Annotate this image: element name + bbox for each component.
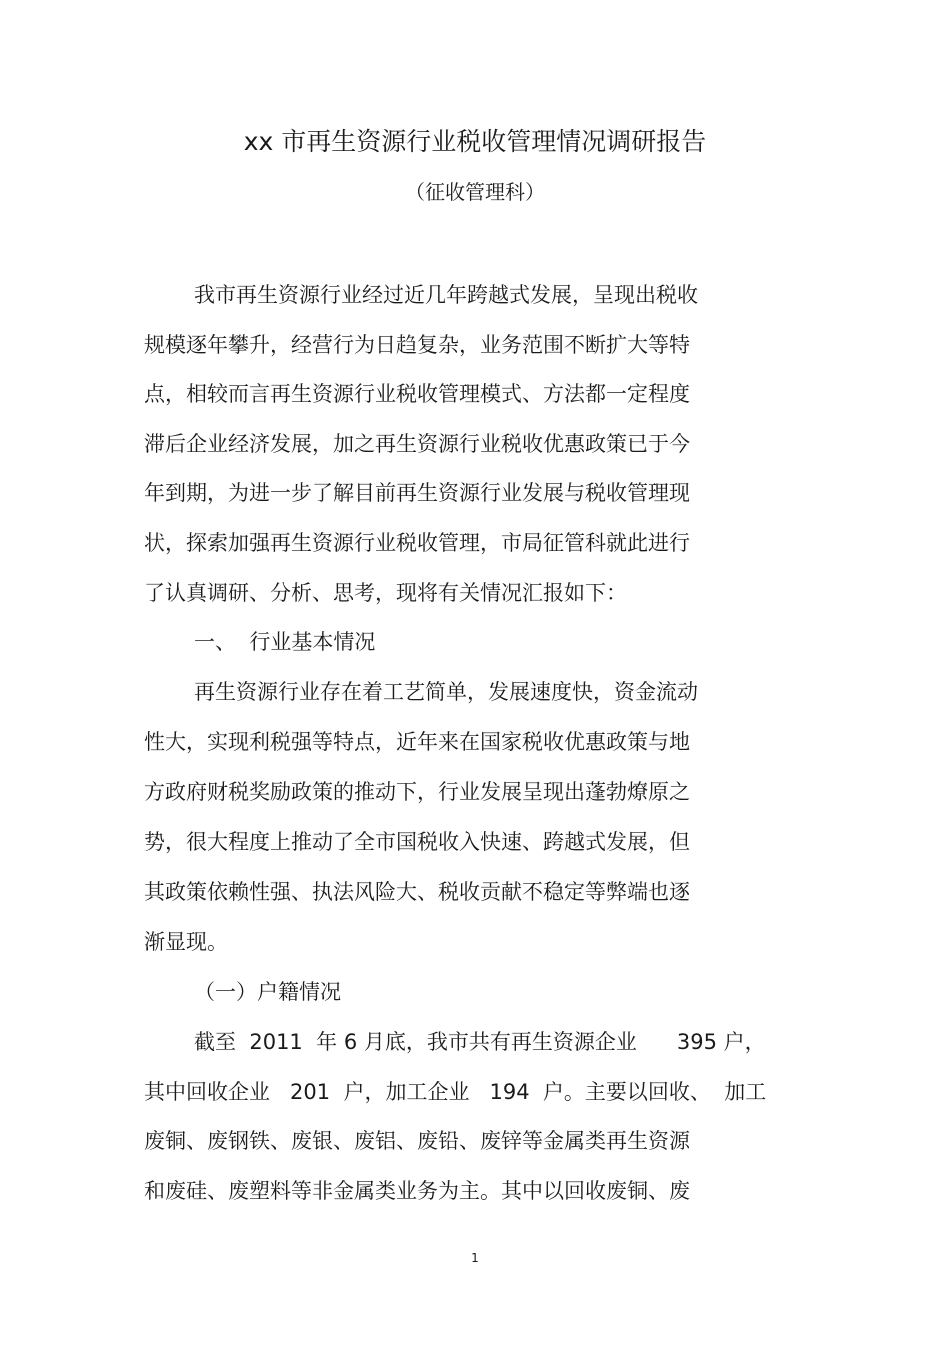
paragraph-line: 再生资源行业存在着工艺简单，发展速度快，资金流动 <box>194 680 698 704</box>
paragraph-line: 年到期，为进一步了解目前再生资源行业发展与税收管理现 <box>144 481 690 505</box>
paragraph-line: 其政策依赖性强、执法风险大、税收贡献不稳定等弊端也逐 <box>144 880 690 904</box>
paragraph-line: 势，很大程度上推动了全市国税收入快速、跨越式发展，但 <box>144 830 690 854</box>
paragraph-line: 截至 2011 年 6 月底，我市共有再生资源企业 395 户， <box>194 1030 766 1054</box>
paragraph-line: 废铜、废钢铁、废银、废铝、废铅、废锌等金属类再生资源 <box>144 1129 690 1153</box>
subsection-heading: （一）户籍情况 <box>194 980 341 1004</box>
document-subtitle: （征收管理科） <box>405 180 545 204</box>
paragraph-line: 和废硅、废塑料等非金属类业务为主。其中以回收废铜、废 <box>144 1179 690 1203</box>
paragraph-line: 滞后企业经济发展，加之再生资源行业税收优惠政策已于今 <box>144 432 690 456</box>
paragraph-line: 状，探索加强再生资源行业税收管理，市局征管科就此进行 <box>144 531 690 555</box>
section-heading: 一、 行业基本情况 <box>194 630 376 654</box>
paragraph-line: 渐显现。 <box>144 930 228 954</box>
paragraph-line: 我市再生资源行业经过近几年跨越式发展，呈现出税收 <box>194 283 698 307</box>
page-number: 1 <box>471 1251 479 1265</box>
paragraph-line: 方政府财税奖励政策的推动下，行业发展呈现出蓬勃燎原之 <box>144 780 690 804</box>
document-title: xx 市再生资源行业税收管理情况调研报告 <box>243 127 707 156</box>
paragraph-line: 点，相较而言再生资源行业税收管理模式、方法都一定程度 <box>144 382 690 406</box>
paragraph-line: 性大，实现利税强等特点，近年来在国家税收优惠政策与地 <box>144 730 690 754</box>
paragraph-line: 其中回收企业 201 户，加工企业 194 户。主要以回收、 加工 <box>144 1080 767 1104</box>
paragraph-line: 规模逐年攀升，经营行为日趋复杂，业务范围不断扩大等特 <box>144 333 690 357</box>
paragraph-line: 了认真调研、分析、思考，现将有关情况汇报如下： <box>144 581 627 605</box>
